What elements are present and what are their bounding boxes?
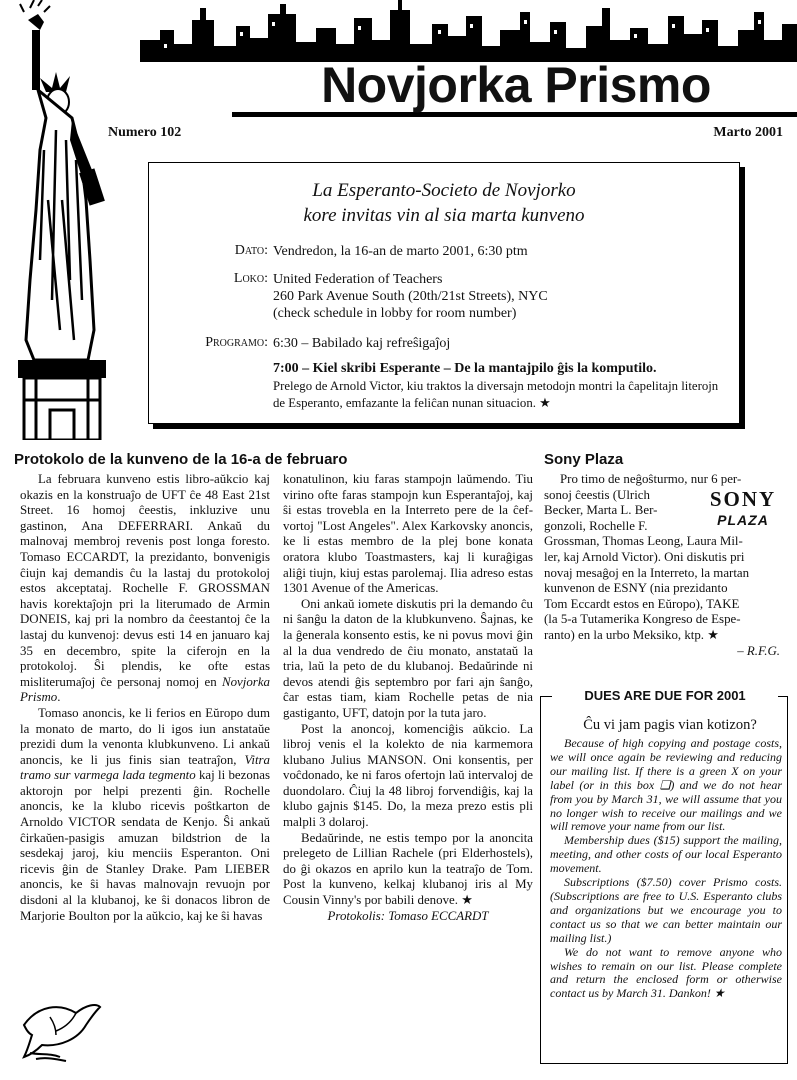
protokolo-paragraph-2: Tomaso anoncis, ke li ferios en Eŭropo dum la monato de marto, do li igos iun anstataŭe prezidi dum la venonta klubkunveno. Li ankaŭ anoncis, ke li jus finis sian teatraĵon, Vitra tramo sur varmega lada tegmento kaj li bezonas aktorojn por helpi prezenti ĝin. Rochelle anoncis, ke la klubo ricevis poŝtkarton de Arnoldo VICTOR sendata de Kenjo. Ŝi ankaŭ ĉirkaŭen-pasigis amuzan bildstrion de la sesdekaj jaroj, kiu menciis Esperanton. Oni ricevis ĝin de Stanley Drake. Pam LIEBER anoncis, ke ŝi havas malnovajn revuojn por disdoni al la klubanoj, ke ŝi donacos libron de Marjorie Boulton por la aŭkcio, kaj ke ŝi havas (20, 705, 270, 923)
inline-title-play: Vitra tramo sur varmega lada tegmento (20, 752, 270, 783)
sony-line: novaj mesaĝoj en la Interreto, la martan (544, 565, 750, 580)
newsletter-title: Novjorka Prismo (321, 57, 711, 113)
invitation-heading-line2: kore invitas vin al sia marta kunveno (303, 205, 585, 226)
invitation-heading-line1: La Esperanto-Societo de Novjorko (312, 180, 576, 201)
location-line3: (check schedule in lobby for room number) (273, 306, 517, 321)
sony-line: gonzoli, Rochelle F. (544, 518, 648, 533)
dues-question: Ĉu vi jam pagis vian kotizon? (583, 717, 757, 733)
sony-line: (la 5-a Tutamerika Kongreso de Espe- (544, 612, 741, 627)
sony-line: ler, kaj Arnold Victor). Oni diskutis pri (544, 549, 745, 564)
issue-number: Numero 102 (108, 125, 182, 140)
program-item-2-title: Kiel skribi Esperante – De la mantajpilo ĝis la komputilo. (312, 361, 657, 376)
protokolo-paragraph-5: Post la anoncoj, komenciĝis aŭkcio. La libroj venis el la kolekto de nia karmemora klubano Julius MANSON. Oni konsentis, per voĉdonado, ke ni faros ofertojn laŭ intervaloj de duondolaro. Ĉiuj la 48 libroj forvendiĝis, kaj la klubo gajnis $145. Do, la meza prezo estis pli malpli 3 dolaroj. (283, 721, 533, 830)
dues-body (550, 737, 782, 1001)
dues-title: DUES ARE DUE FOR 2001 (552, 688, 778, 704)
location-line2: 260 Park Avenue South (20th/21st Streets), NYC (273, 289, 548, 304)
invitation-heading (150, 178, 738, 228)
sony-signature: – R.F.G. (737, 643, 780, 658)
protokolo-signature: Protokolis: Tomaso ECCARDT (327, 908, 489, 923)
sony-line: Becker, Marta L. Ber- (544, 503, 658, 518)
protokolo-paragraph-1: La februara kunveno estis libro-aŭkcio kaj okazis en la konstruaĵo de UFT ĉe 48 East 21st Street. 16 homoj ĉeestis, inkluzive unu gastinon, Ana DEFERRARI. Ankaŭ du malnovaj membroj revenis post longa foresto. Tomaso ECCARDT, la prezidanto, bonvenigis ĉiujn kaj demandis ĉu la lastaj du protokoloj estos akceptataj. Rochelle F. GROSSMAN havis korektaĵojn pri la literumado de Armin DONEIS, kaj pri la nombro da ĉeestantoj ĉe la lastaj du kunvenoj: devus esti 14 en januaro kaj 35 en decembro, spite la ciferojn en la protokoloj. Ŝi plendis, ke ofte estas misliterumaĵoj ĉe personaj nomoj en Novjorka Prismo. (20, 472, 270, 705)
date-value: Vendredon, la 16-an de marto 2001, 6:30 ptm (273, 244, 528, 259)
dues-paragraph-3: Subscriptions ($7.50) cover Prismo costs. (Subscriptions are free to U.S. Esperanto clubs and organizations but we encourage you to contact us so that we can better maintain our mailing list.) (550, 875, 782, 945)
program-item-2 (273, 360, 656, 377)
program-label: Programo: (205, 335, 268, 350)
sony-logo-plaza: PLAZA (717, 512, 769, 528)
program-item-2-time: 7:00 – (273, 361, 310, 376)
sony-line: ranto) en la urbo Meksiko, ktp. ★ (544, 627, 719, 642)
dues-paragraph-4: We do not want to remove anyone who wishes to remain on our list. Please complete and return the enclosed form or otherwise contact us by March 31. Dankon! ★ (550, 944, 782, 1001)
sony-line: Tom Eccardt estos en Eŭropo), TAKE (544, 596, 740, 611)
protokolo-column-2 (283, 472, 533, 924)
protokolo-paragraph-4: Oni ankaŭ iomete diskutis pri la demando ĉu ni ŝanĝu la daton de la klubkunveno. Ŝajnas, ke la ĝenerala konsento estis, ke ni povus movi ĝin al la dua vendredo de ĉiu monato, anstataŭ la tria, laŭ la peto de du klubanoj. Bedaŭrinde ni devos atendi ĝis septembro por fari ajn ŝanĝo, ĉar estas tiam, kiam Rochelle petas de nia gastiganto, UFT, datojn por la tuta jaro. (283, 596, 533, 720)
location-label: Loko: (233, 271, 268, 286)
sony-line: Grossman, Thomas Leong, Laura Mil- (544, 534, 743, 549)
sony-heading: Sony Plaza (544, 451, 624, 468)
protokolo-paragraph-6: Bedaŭrinde, ne estis tempo por la anoncita prelegeto de Lillian Rachele (pri Elderhostels), do ĝi okazos en aprilo kun la teatraĵo de Tom. Post la kunveno, kelkaj klubanoj iris al My Cousin Vinny's por babili denove. ★ (283, 830, 533, 908)
location-line1: United Federation of Teachers (273, 272, 443, 287)
program-note: Prelego de Arnold Victor, kiu traktos la diversajn metodojn montri la ĉapelitajn literojn de Esperanto, emfazante la feliĉan nunan situacion. ★ (273, 379, 719, 410)
protokolo-heading: Protokolo de la kunveno de la 16-a de februaro (14, 451, 348, 468)
sony-logo: SONY (709, 487, 777, 511)
sony-text (544, 472, 790, 659)
dove-illustration (20, 995, 102, 1063)
program-item-1: 6:30 – Babilado kaj refreŝigaĵoj (273, 336, 451, 351)
sony-line: kunvenon de ESNY (nia prezidanto (544, 581, 728, 596)
protokolo-paragraph-3: konatulinon, kiu faras stampojn laŭmendo. Tiu virino ofte faras stampojn kun Esperantaĵoj, kaj ŝi estas trovebla en la Interreto pere de la ĉef-vortoj "Lost Angeles". Alex Karkovsky anoncis, ke li estas membro de la plej bone konata oratora klubo Toastmasters, kaj li kuraĝigas aliĝi tiujn, kiuj estas parolemaj. Ilia adreso estas 1301 Avenue of the Americas. (283, 472, 533, 596)
dues-paragraph-2: Membership dues ($15) support the mailing, meeting, and other costs of our local Esperanto movement. (550, 833, 782, 876)
sony-line: Pro timo de neĝoŝturmo, nur 6 per- (560, 472, 742, 486)
statue-of-liberty-illustration (0, 0, 125, 440)
date-label: Dato: (234, 243, 268, 258)
issue-date: Marto 2001 (713, 125, 783, 140)
sony-line: sonoj ĉeestis (Ulrich (544, 487, 650, 502)
dues-paragraph-1: Because of high copying and postage costs, we will once again be reviewing and reducing our mailing list. If there is a green X on your label (or in this box ❑) and we do not hear from you by March 31, we will assume that you no longer wish to receive our mailings and we will remove your name from our list. (550, 736, 782, 834)
inline-title-prismo: Novjorka Prismo (20, 674, 270, 705)
protokolo-column-1 (20, 472, 270, 924)
